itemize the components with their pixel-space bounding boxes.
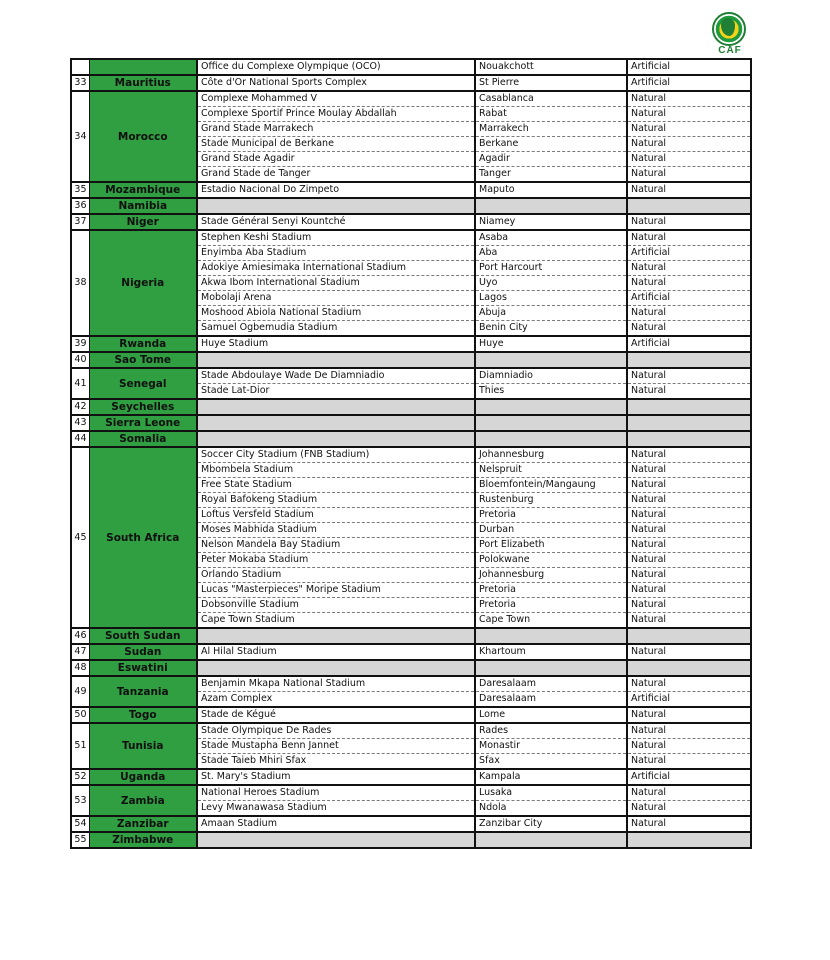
surface-cell: Natural <box>627 739 751 754</box>
surface-cell: Natural <box>627 508 751 523</box>
surface-cell: Natural <box>627 785 751 801</box>
city-cell: Johannesburg <box>475 568 627 583</box>
stadium-cell: Office du Complexe Olympique (OCO) <box>197 59 475 75</box>
surface-cell: Natural <box>627 676 751 692</box>
city-cell: Daresalaam <box>475 692 627 708</box>
stadium-cell: Orlando Stadium <box>197 568 475 583</box>
stadium-cell <box>197 352 475 368</box>
city-cell: Sfax <box>475 754 627 770</box>
surface-cell: Natural <box>627 707 751 723</box>
country-cell: Mauritius <box>89 75 197 91</box>
row-number <box>71 59 89 75</box>
country-cell: South Africa <box>89 447 197 628</box>
surface-cell: Natural <box>627 137 751 152</box>
city-cell: Asaba <box>475 230 627 246</box>
table-row <box>71 628 751 644</box>
city-cell: Maputo <box>475 182 627 198</box>
stadium-cell: Moses Mabhida Stadium <box>197 523 475 538</box>
surface-cell: Natural <box>627 598 751 613</box>
surface-cell: Natural <box>627 523 751 538</box>
city-cell: Nelspruit <box>475 463 627 478</box>
stadium-cell: Lucas "Masterpieces" Moripe Stadium <box>197 583 475 598</box>
table-row <box>71 431 751 447</box>
country-cell <box>89 59 197 75</box>
surface-cell: Natural <box>627 306 751 321</box>
stadium-cell: Stade Taieb Mhiri Sfax <box>197 754 475 770</box>
table-row <box>71 769 751 785</box>
table-row <box>71 816 751 832</box>
city-cell: Pretoria <box>475 583 627 598</box>
country-cell: Niger <box>89 214 197 230</box>
city-cell: Agadir <box>475 152 627 167</box>
city-cell <box>475 415 627 431</box>
city-cell: Durban <box>475 523 627 538</box>
city-cell: Monastir <box>475 739 627 754</box>
city-cell: Lagos <box>475 291 627 306</box>
row-number: 50 <box>71 707 89 723</box>
city-cell: Rabat <box>475 107 627 122</box>
city-cell: Rades <box>475 723 627 739</box>
country-cell: Mozambique <box>89 182 197 198</box>
city-cell: Rustenburg <box>475 493 627 508</box>
surface-cell <box>627 832 751 848</box>
country-cell: Tunisia <box>89 723 197 769</box>
country-cell: Morocco <box>89 91 197 182</box>
stadium-cell: Mobolaji Arena <box>197 291 475 306</box>
city-cell: Diamniadio <box>475 368 627 384</box>
stadium-cell: Grand Stade Marrakech <box>197 122 475 137</box>
surface-cell: Natural <box>627 321 751 337</box>
country-cell: Somalia <box>89 431 197 447</box>
city-cell <box>475 660 627 676</box>
city-cell: Pretoria <box>475 508 627 523</box>
table-row <box>71 198 751 214</box>
city-cell: Nouakchott <box>475 59 627 75</box>
surface-cell: Artificial <box>627 59 751 75</box>
city-cell: Niamey <box>475 214 627 230</box>
stadium-cell <box>197 832 475 848</box>
stadium-cell: Dobsonville Stadium <box>197 598 475 613</box>
row-number: 38 <box>71 230 89 336</box>
stadium-cell: Royal Bafokeng Stadium <box>197 493 475 508</box>
city-cell: Huye <box>475 336 627 352</box>
table-row <box>71 447 751 463</box>
stadium-cell: Stephen Keshi Stadium <box>197 230 475 246</box>
stadium-cell: Benjamin Mkapa National Stadium <box>197 676 475 692</box>
stadium-cell: Stade Municipal de Berkane <box>197 137 475 152</box>
city-cell: Daresalaam <box>475 676 627 692</box>
city-cell <box>475 431 627 447</box>
stadium-cell <box>197 628 475 644</box>
table-row <box>71 785 751 801</box>
row-number: 55 <box>71 832 89 848</box>
city-cell: Johannesburg <box>475 447 627 463</box>
stadium-cell: Akwa Ibom International Stadium <box>197 276 475 291</box>
surface-cell <box>627 628 751 644</box>
city-cell <box>475 399 627 415</box>
stadium-cell: National Heroes Stadium <box>197 785 475 801</box>
surface-cell: Natural <box>627 152 751 167</box>
caf-logo <box>708 12 752 58</box>
table-row <box>71 368 751 384</box>
stadium-table-body <box>71 59 751 848</box>
surface-cell <box>627 660 751 676</box>
stadium-cell: Stade Olympique De Rades <box>197 723 475 739</box>
surface-cell: Natural <box>627 493 751 508</box>
row-number: 40 <box>71 352 89 368</box>
surface-cell: Natural <box>627 107 751 122</box>
surface-cell: Natural <box>627 463 751 478</box>
surface-cell <box>627 399 751 415</box>
city-cell: Polokwane <box>475 553 627 568</box>
city-cell: Thies <box>475 384 627 400</box>
city-cell: Casablanca <box>475 91 627 107</box>
city-cell: Pretoria <box>475 598 627 613</box>
stadium-cell: Stade Lat-Dior <box>197 384 475 400</box>
surface-cell <box>627 431 751 447</box>
city-cell: Marrakech <box>475 122 627 137</box>
surface-cell: Artificial <box>627 769 751 785</box>
table-row <box>71 352 751 368</box>
country-cell: Zambia <box>89 785 197 816</box>
stadium-cell <box>197 660 475 676</box>
country-cell: Zanzibar <box>89 816 197 832</box>
row-number: 43 <box>71 415 89 431</box>
stadium-cell <box>197 431 475 447</box>
surface-cell: Natural <box>627 613 751 629</box>
surface-cell: Artificial <box>627 336 751 352</box>
surface-cell: Natural <box>627 723 751 739</box>
surface-cell: Natural <box>627 230 751 246</box>
surface-cell <box>627 352 751 368</box>
country-cell: South Sudan <box>89 628 197 644</box>
table-row <box>71 707 751 723</box>
surface-cell: Natural <box>627 644 751 660</box>
country-cell: Senegal <box>89 368 197 399</box>
table-row <box>71 91 751 107</box>
row-number: 51 <box>71 723 89 769</box>
row-number: 49 <box>71 676 89 707</box>
stadium-cell: Adokiye Amiesimaka International Stadium <box>197 261 475 276</box>
city-cell: Aba <box>475 246 627 261</box>
africa-map-icon <box>721 18 735 36</box>
city-cell: Abuja <box>475 306 627 321</box>
stadium-cell: Al Hilal Stadium <box>197 644 475 660</box>
surface-cell: Natural <box>627 276 751 291</box>
table-row <box>71 399 751 415</box>
city-cell <box>475 832 627 848</box>
stadium-cell: Stade de Kégué <box>197 707 475 723</box>
table-row <box>71 660 751 676</box>
city-cell: Bloemfontein/Mangaung <box>475 478 627 493</box>
city-cell: Lusaka <box>475 785 627 801</box>
country-cell: Seychelles <box>89 399 197 415</box>
surface-cell: Natural <box>627 583 751 598</box>
stadium-cell <box>197 415 475 431</box>
table-row <box>71 336 751 352</box>
surface-cell: Natural <box>627 214 751 230</box>
surface-cell: Natural <box>627 447 751 463</box>
city-cell: Berkane <box>475 137 627 152</box>
city-cell <box>475 352 627 368</box>
surface-cell: Natural <box>627 478 751 493</box>
surface-cell: Natural <box>627 816 751 832</box>
city-cell: Cape Town <box>475 613 627 629</box>
stadium-cell: Mbombela Stadium <box>197 463 475 478</box>
stadium-cell: St. Mary's Stadium <box>197 769 475 785</box>
stadium-cell: Soccer City Stadium (FNB Stadium) <box>197 447 475 463</box>
row-number: 47 <box>71 644 89 660</box>
surface-cell: Natural <box>627 261 751 276</box>
city-cell: Kampala <box>475 769 627 785</box>
country-cell: Zimbabwe <box>89 832 197 848</box>
city-cell: Port Harcourt <box>475 261 627 276</box>
row-number: 54 <box>71 816 89 832</box>
row-number: 46 <box>71 628 89 644</box>
stadium-cell: Stade Général Senyi Kountché <box>197 214 475 230</box>
surface-cell: Natural <box>627 754 751 770</box>
table-row <box>71 230 751 246</box>
table-row <box>71 214 751 230</box>
stadium-cell <box>197 198 475 214</box>
table-row <box>71 832 751 848</box>
stadium-cell: Enyimba Aba Stadium <box>197 246 475 261</box>
stadium-cell: Moshood Abiola National Stadium <box>197 306 475 321</box>
surface-cell: Artificial <box>627 291 751 306</box>
stadium-cell: Free State Stadium <box>197 478 475 493</box>
country-cell: Sudan <box>89 644 197 660</box>
surface-cell: Natural <box>627 122 751 137</box>
city-cell: St Pierre <box>475 75 627 91</box>
stadium-table <box>70 58 752 849</box>
country-cell: Eswatini <box>89 660 197 676</box>
row-number: 42 <box>71 399 89 415</box>
row-number: 52 <box>71 769 89 785</box>
surface-cell: Natural <box>627 167 751 183</box>
city-cell: Khartoum <box>475 644 627 660</box>
table-row <box>71 75 751 91</box>
table-row <box>71 676 751 692</box>
row-number: 35 <box>71 182 89 198</box>
table-row <box>71 59 751 75</box>
surface-cell: Natural <box>627 553 751 568</box>
stadium-cell: Côte d'Or National Sports Complex <box>197 75 475 91</box>
stadium-cell: Grand Stade de Tanger <box>197 167 475 183</box>
stadium-cell <box>197 399 475 415</box>
stadium-cell: Estadio Nacional Do Zimpeto <box>197 182 475 198</box>
stadium-cell: Grand Stade Agadir <box>197 152 475 167</box>
surface-cell <box>627 415 751 431</box>
row-number: 33 <box>71 75 89 91</box>
table-row <box>71 415 751 431</box>
row-number: 45 <box>71 447 89 628</box>
country-cell: Sierra Leone <box>89 415 197 431</box>
stadium-cell: Azam Complex <box>197 692 475 708</box>
country-cell: Tanzania <box>89 676 197 707</box>
stadium-cell: Samuel Ogbemudia Stadium <box>197 321 475 337</box>
table-row <box>71 644 751 660</box>
stadium-cell: Amaan Stadium <box>197 816 475 832</box>
surface-cell: Natural <box>627 182 751 198</box>
surface-cell <box>627 198 751 214</box>
country-cell: Rwanda <box>89 336 197 352</box>
surface-cell: Natural <box>627 801 751 817</box>
stadium-cell: Loftus Versfeld Stadium <box>197 508 475 523</box>
stadium-cell: Nelson Mandela Bay Stadium <box>197 538 475 553</box>
city-cell: Lome <box>475 707 627 723</box>
stadium-cell: Peter Mokaba Stadium <box>197 553 475 568</box>
surface-cell: Natural <box>627 538 751 553</box>
country-cell: Sao Tome <box>89 352 197 368</box>
city-cell <box>475 198 627 214</box>
surface-cell: Natural <box>627 384 751 400</box>
city-cell: Uyo <box>475 276 627 291</box>
surface-cell: Natural <box>627 368 751 384</box>
row-number: 48 <box>71 660 89 676</box>
stadium-cell: Levy Mwanawasa Stadium <box>197 801 475 817</box>
stadium-cell: Stade Abdoulaye Wade De Diamniadio <box>197 368 475 384</box>
city-cell <box>475 628 627 644</box>
country-cell: Uganda <box>89 769 197 785</box>
surface-cell: Artificial <box>627 692 751 708</box>
stadium-cell: Stade Mustapha Benn Jannet <box>197 739 475 754</box>
stadium-cell: Huye Stadium <box>197 336 475 352</box>
row-number: 39 <box>71 336 89 352</box>
stadium-cell: Complexe Mohammed V <box>197 91 475 107</box>
city-cell: Port Elizabeth <box>475 538 627 553</box>
country-cell: Togo <box>89 707 197 723</box>
row-number: 41 <box>71 368 89 399</box>
row-number: 37 <box>71 214 89 230</box>
surface-cell: Natural <box>627 568 751 583</box>
stadium-cell: Cape Town Stadium <box>197 613 475 629</box>
stadium-cell: Complexe Sportif Prince Moulay Abdallah <box>197 107 475 122</box>
row-number: 44 <box>71 431 89 447</box>
row-number: 36 <box>71 198 89 214</box>
table-row <box>71 723 751 739</box>
row-number: 34 <box>71 91 89 182</box>
table-row <box>71 182 751 198</box>
city-cell: Ndola <box>475 801 627 817</box>
surface-cell: Natural <box>627 91 751 107</box>
surface-cell: Artificial <box>627 75 751 91</box>
surface-cell: Artificial <box>627 246 751 261</box>
city-cell: Benin City <box>475 321 627 337</box>
logo-text: CAF <box>718 45 742 56</box>
city-cell: Zanzibar City <box>475 816 627 832</box>
country-cell: Nigeria <box>89 230 197 336</box>
city-cell: Tanger <box>475 167 627 183</box>
country-cell: Namibia <box>89 198 197 214</box>
row-number: 53 <box>71 785 89 816</box>
